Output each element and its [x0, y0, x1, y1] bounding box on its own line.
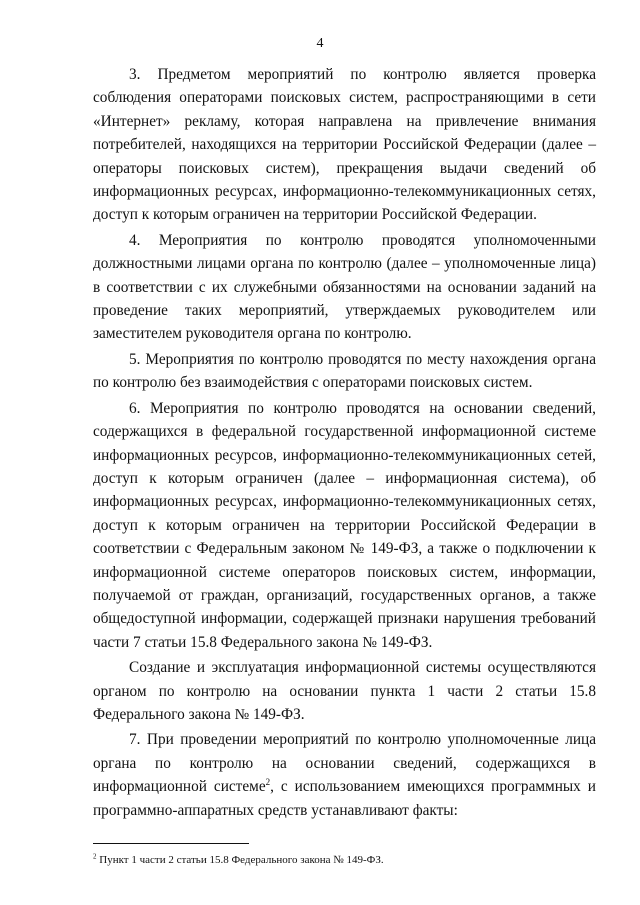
paragraph-6-continuation: Создание и эксплуатация информационной системы осуществляются органом по контролю на основании пункта 1 части 2 статьи 15.8 Федерального закона № 149-ФЗ.: [93, 659, 596, 723]
paragraph-4: 4. Мероприятия по контролю проводятся уполномоченными должностными лицами органа по контролю (далее – уполномоченные лица) в соответствии с их служебными обязанностями на основании заданий на проведение таких мероприятий, утверждаемых руководителем или заместителем руководителя органа по контролю.: [93, 231, 596, 343]
footnote-reference: 2: [265, 777, 271, 788]
footnote: [93, 853, 596, 867]
page-number: 4: [316, 36, 324, 51]
paragraph-5: 5. Мероприятия по контролю проводятся по месту нахождения органа по контролю без взаимодействия с операторами поисковых систем.: [93, 350, 596, 392]
footnote-text: Пункт 1 части 2 статьи 15.8 Федерального закона № 149-ФЗ.: [96, 854, 384, 866]
footnote-marker: 2: [93, 852, 97, 861]
paragraph-6: 6. Мероприятия по контролю проводятся на основании сведений, содержащихся в федеральной государственной информационной системе информационных ресурсов, информационно-телекоммуникационных сетей, доступ к которым ограничен (далее – информационная система), об информационных ресурсах, информационно-телекоммуникационных сетях, доступ к которым ограничен на территории Российской Федерации в соответствии с Федеральным законом № 149-ФЗ, а также о подключении к информационной системе операторов поисковых систем, информации, получаемой от граждан, организаций, государственных органов, а также общедоступной информации, содержащей признаки нарушения требований части 7 статьи 15.8 Федерального закона № 149-ФЗ.: [93, 399, 596, 651]
paragraph-3: 3. Предметом мероприятий по контролю является проверка соблюдения операторами поисковых систем, распространяющими в сети «Интернет» рекламу, которая направлена на привлечение внимания потребителей, находящихся на территории Российской Федерации (далее – операторы поисковых систем), прекращения выдачи сведений об информационных ресурсах, информационно-телекоммуникационных сетях, доступ к которым ограничен на территории Российской Федерации.: [93, 66, 596, 224]
footnote-divider: [93, 843, 249, 844]
paragraph-7-text: 7. При проведении мероприятий по контролю уполномоченные лица органа по контролю на основании сведений, содержащихся в информационной системе: [93, 731, 596, 796]
paragraph-7-text-end: , с использованием имеющихся программных и программно-аппаратных средств устанавливают факты:: [93, 778, 596, 819]
paragraph-7: [93, 728, 596, 822]
document-body: [93, 63, 596, 824]
